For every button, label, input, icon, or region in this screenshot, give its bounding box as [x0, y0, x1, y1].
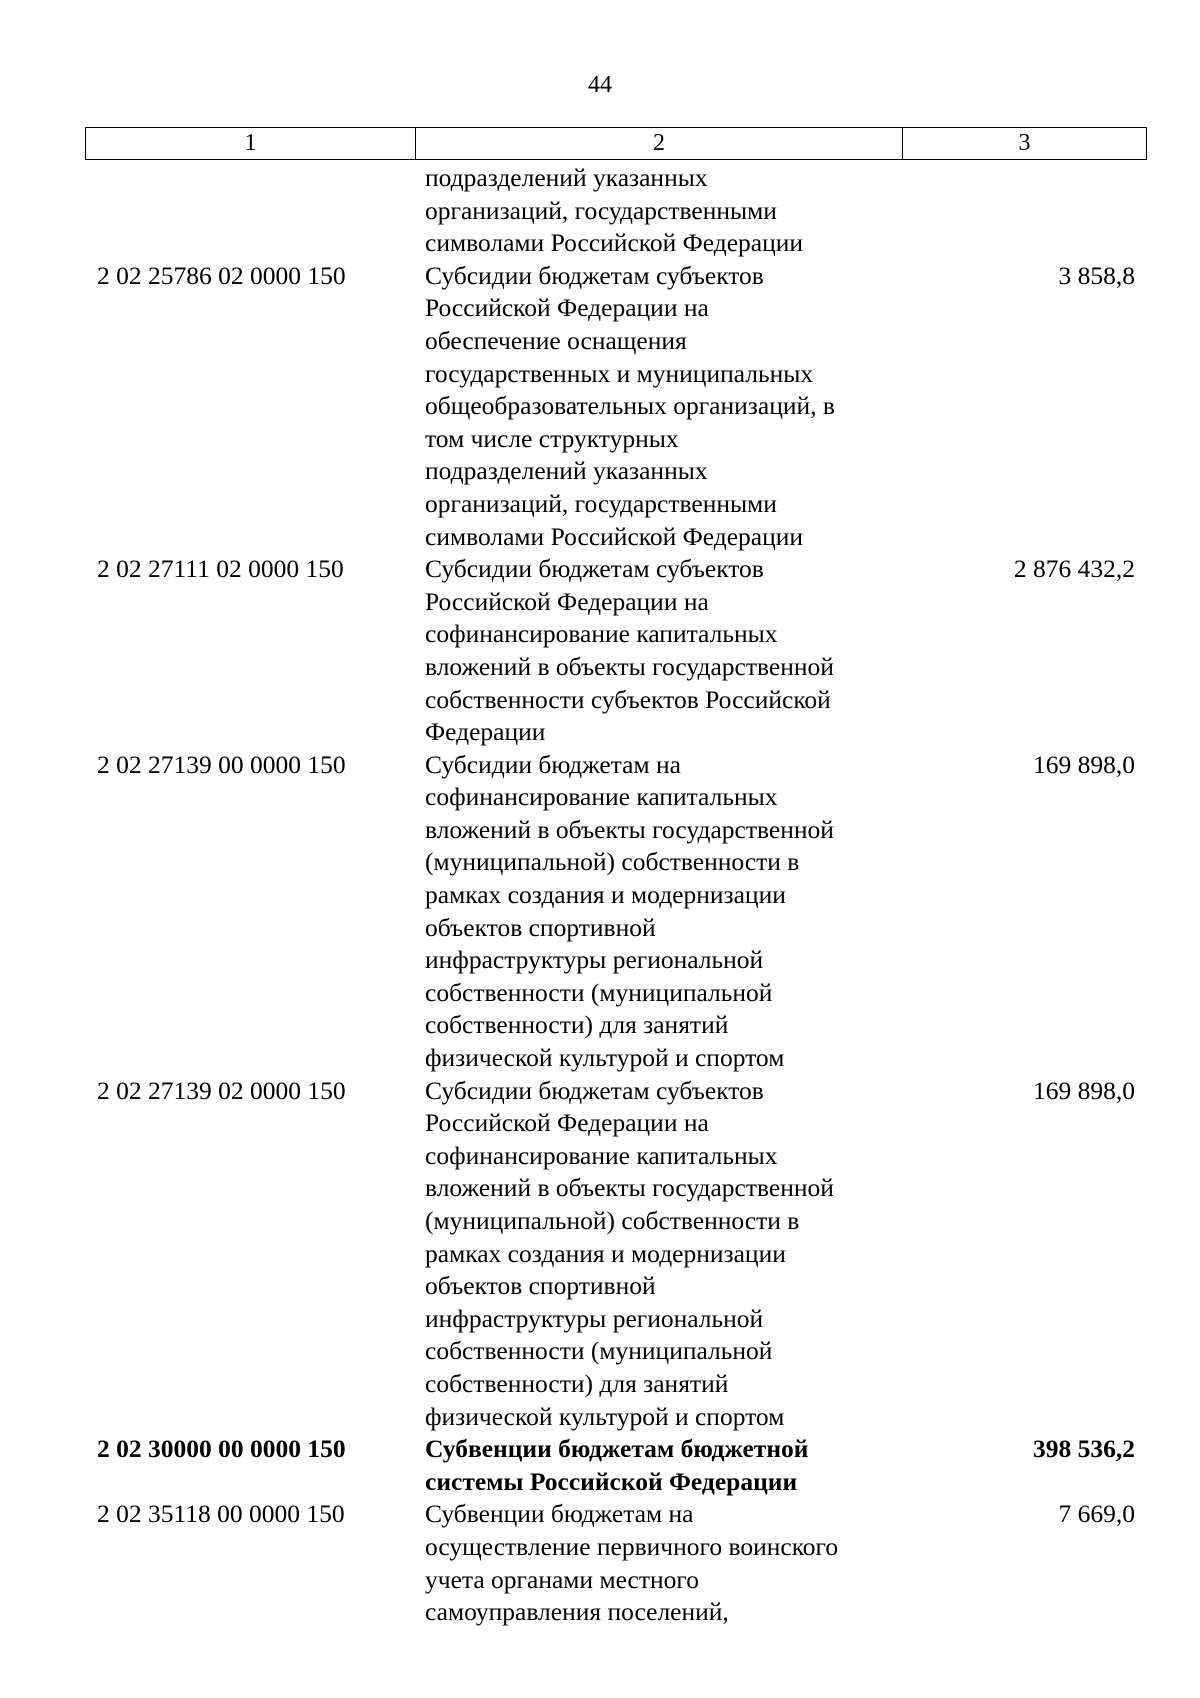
income-name-line: Субсидии бюджетам субъектов — [425, 554, 764, 584]
header-col-1: 1 — [86, 128, 416, 159]
income-name-line: общеобразовательных организаций, в — [425, 391, 835, 421]
income-name-line: софинансирование капитальных — [425, 619, 778, 649]
income-name-line: (муниципальной) собственности в — [425, 847, 800, 877]
table-row — [85, 553, 1147, 749]
header-col-3: 3 — [1018, 130, 1031, 156]
income-name-line: собственности) для занятий — [425, 1368, 729, 1398]
income-name-line: собственности) для занятий — [425, 1010, 729, 1040]
income-name-line: подразделений указанных — [425, 456, 708, 486]
income-name-cell — [415, 1433, 902, 1498]
income-name-line: осуществление первичного воинского — [425, 1531, 839, 1561]
income-name-line: Субсидии бюджетам на — [425, 749, 681, 779]
budget-code-cell: 2 02 27111 02 0000 150 — [97, 554, 344, 584]
page-number: 44 — [588, 72, 612, 98]
income-name-line: обеспечение оснащения — [425, 325, 687, 355]
income-name-cell — [415, 162, 902, 260]
table-row — [85, 1433, 1147, 1498]
table-body — [85, 162, 1147, 1629]
income-name-line: организаций, государственными — [425, 488, 777, 518]
income-name-line: инфраструктуры региональной — [425, 1303, 764, 1333]
income-name-line: рамках создания и модернизации — [425, 880, 786, 910]
amount-cell: 169 898,0 — [1033, 1075, 1135, 1105]
income-name-line: Российской Федерации на — [425, 1108, 709, 1138]
income-name-line: вложений в объекты государственной — [425, 1173, 834, 1203]
income-name-line: (муниципальной) собственности в — [425, 1206, 800, 1235]
income-name-line: объектов спортивной — [425, 1271, 656, 1301]
amount-cell: 2 876 432,2 — [1013, 554, 1135, 584]
amount-cell: 169 898,0 — [1033, 749, 1135, 779]
income-name-line: Федерации — [425, 717, 546, 747]
income-name-line: собственности субъектов Российской — [425, 684, 831, 714]
income-name-line: Российской Федерации на — [425, 586, 709, 616]
budget-code-cell: 2 02 27139 02 0000 150 — [97, 1075, 346, 1105]
table-row — [85, 260, 1147, 553]
income-name-cell — [415, 1075, 902, 1434]
income-name-cell — [415, 260, 902, 553]
income-name-line: физической культурой и спортом — [425, 1401, 785, 1431]
income-name-line: символами Российской Федерации — [425, 228, 804, 258]
income-name-line: собственности (муниципальной — [425, 1336, 773, 1366]
income-name-line: физической культурой и спортом — [425, 1043, 785, 1073]
income-name-line: организаций, государственными — [425, 195, 777, 225]
income-name-line: вложений в объекты государственной — [425, 651, 834, 681]
income-name-line: софинансирование капитальных — [425, 782, 778, 812]
table-row — [85, 1498, 1147, 1628]
income-name-line: вложений в объекты государственной — [425, 814, 834, 844]
income-name-line: Субсидии бюджетам субъектов — [425, 260, 764, 290]
header-col-2: 2 — [416, 128, 903, 159]
income-name-line: инфраструктуры региональной — [425, 945, 764, 975]
income-name-cell — [415, 749, 902, 1075]
budget-code-cell: 2 02 30000 00 0000 150 — [97, 1434, 346, 1464]
income-name-line: Субвенции бюджетам на — [425, 1499, 694, 1529]
income-name-line: объектов спортивной — [425, 912, 656, 942]
table-header-row — [85, 127, 1147, 160]
income-name-line: символами Российской Федерации — [425, 521, 804, 551]
amount-cell: 398 536,2 — [1033, 1434, 1135, 1464]
income-name-line: государственных и муниципальных — [425, 358, 814, 388]
table-row — [85, 162, 1147, 260]
income-name-line: софинансирование капитальных — [425, 1140, 778, 1170]
table-row — [85, 1075, 1147, 1434]
income-name-line: Субвенции бюджетам бюджетной — [425, 1434, 809, 1464]
income-name-cell — [415, 1498, 902, 1628]
income-name-cell — [415, 553, 902, 749]
income-name-line: самоуправления поселений, — [425, 1597, 729, 1627]
income-name-line: собственности (муниципальной — [425, 977, 773, 1007]
amount-cell: 3 858,8 — [1058, 260, 1135, 290]
income-name-line: системы Российской Федерации — [425, 1466, 798, 1496]
income-name-line: том числе структурных — [425, 423, 679, 453]
income-name-line: Субсидии бюджетам субъектов — [425, 1075, 764, 1105]
income-name-line: подразделений указанных — [425, 163, 708, 192]
budget-code-cell: 2 02 27139 00 0000 150 — [97, 749, 346, 779]
income-name-line: рамках создания и модернизации — [425, 1238, 786, 1268]
income-name-line: Российской Федерации на — [425, 293, 709, 323]
budget-code-cell: 2 02 25786 02 0000 150 — [97, 260, 346, 290]
table-row — [85, 749, 1147, 1075]
budget-code-cell: 2 02 35118 00 0000 150 — [97, 1499, 345, 1529]
amount-cell: 7 669,0 — [1058, 1499, 1135, 1529]
income-name-line: учета органами местного — [425, 1564, 699, 1594]
